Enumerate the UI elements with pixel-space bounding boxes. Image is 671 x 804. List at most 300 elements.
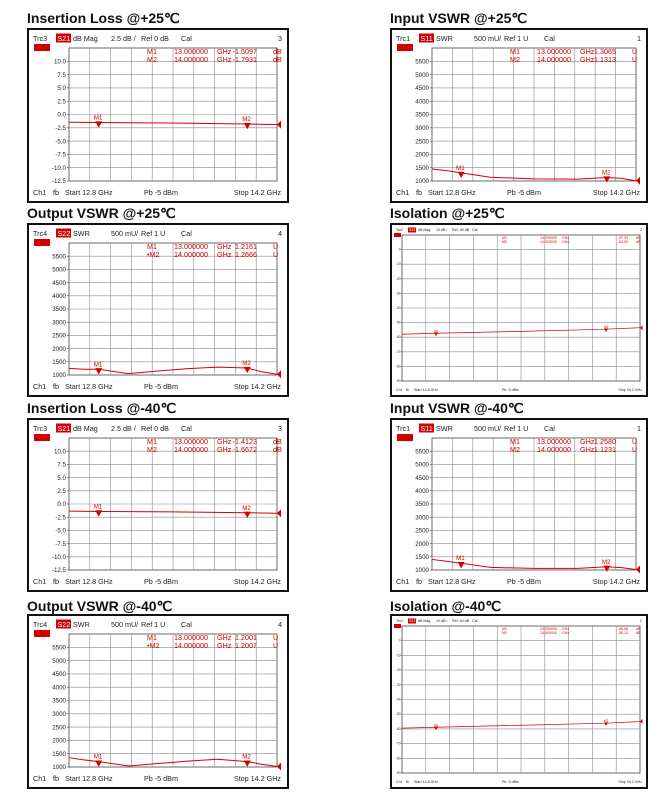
trace-label: Trc3 — [33, 34, 48, 43]
marker-label: M2 — [604, 719, 609, 724]
cal-label: Cal — [181, 424, 192, 433]
y-tick-label: 2000 — [52, 345, 66, 353]
grid — [69, 634, 277, 767]
marker-table-value-unit: U — [632, 47, 638, 56]
y-tick-label: 0 — [398, 638, 401, 643]
y-tick-label: 3000 — [415, 125, 429, 132]
marker-table-value-unit: dB — [636, 240, 641, 244]
y-tick-label: 5.0 — [57, 474, 66, 482]
footer-start: Start 12.8 GHz — [414, 388, 438, 392]
marker-table-value-unit: dB — [636, 627, 641, 631]
ref-label: Ref 0 dB — [141, 424, 169, 433]
marker-table-name: M2 — [502, 631, 507, 635]
y-tick-label: -60 — [395, 335, 401, 340]
scale-label: 500 mU/ — [474, 34, 502, 43]
y-tick-label: 2000 — [415, 151, 429, 159]
marker-table-freq: 14.000000 — [540, 240, 557, 244]
marker-table-value-unit: dB — [273, 47, 282, 56]
grid — [69, 243, 277, 375]
marker-table-name: M1 — [147, 47, 157, 56]
marker-label: M2 — [242, 116, 251, 124]
cal-label: Cal — [472, 619, 478, 623]
marker-triangle — [244, 761, 251, 767]
marker-table-freq: 14.000000 — [174, 250, 208, 259]
footer-power: Pb -5 dBm — [144, 382, 178, 391]
cal-label: Cal — [181, 229, 192, 238]
channel-number: 2 — [640, 619, 642, 623]
chart-svg — [392, 616, 646, 787]
marker-table-freq: 13.000000 — [537, 437, 571, 446]
reference-arrow — [277, 370, 281, 378]
marker-table-value: -56.13 — [617, 631, 628, 635]
ref-level-badge — [394, 624, 401, 628]
marker-triangle — [603, 566, 610, 572]
y-tick-label: 0.0 — [57, 501, 66, 509]
scale-label: 10 dB / — [436, 619, 448, 623]
trace-label: Trc4 — [33, 229, 48, 238]
cal-label: Cal — [544, 34, 555, 43]
marker-triangle — [95, 761, 102, 767]
marker-table-value-unit: U — [632, 437, 638, 446]
scale-label: 2.5 dB / — [111, 424, 136, 433]
marker-table-unit: GHz — [562, 627, 570, 631]
y-tick-label: -60 — [395, 726, 401, 731]
ref-level-badge — [397, 434, 413, 441]
ref-level-badge — [397, 44, 413, 51]
y-tick-label: 1000 — [52, 372, 66, 380]
marker-table-unit: GHz — [580, 445, 595, 454]
footer-channel: Ch1 — [33, 382, 47, 391]
y-tick-label: 10.0 — [53, 448, 66, 456]
format-label: dB Mag — [73, 34, 98, 43]
marker-label: M2 — [601, 558, 611, 566]
footer-power: Pb -5 dBm — [502, 780, 519, 784]
y-tick-label: 2500 — [52, 724, 66, 732]
marker-table-value: 1.3065 — [594, 47, 616, 56]
chart-title: Input VSWR @+25℃ — [390, 10, 528, 26]
y-tick-label: 1500 — [415, 554, 429, 561]
footer-stop: Stop 14.2 GHz — [592, 577, 640, 586]
marker-label: M1 — [456, 164, 465, 172]
y-tick-label: 0 — [398, 247, 401, 252]
chart-svg — [392, 420, 646, 590]
cal-label: Cal — [472, 228, 478, 232]
reference-arrow — [277, 121, 281, 129]
grid — [432, 438, 636, 570]
y-tick-label: 1000 — [52, 764, 66, 772]
ref-label: Ref -40 dB — [452, 228, 470, 232]
marker-table-name: M2 — [510, 55, 520, 64]
marker-table-value: -54.50 — [617, 240, 628, 244]
footer-power: Pb -5 dBm — [507, 577, 541, 586]
marker-table-name: M1 — [147, 242, 157, 251]
ref-label: Ref -40 dB — [452, 619, 470, 623]
chart-title: Input VSWR @-40℃ — [390, 400, 524, 416]
y-tick-label: 4000 — [415, 488, 429, 495]
footer-channel: Ch1 — [33, 774, 47, 783]
marker-table-name: M1 — [502, 627, 507, 631]
y-tick-label: 5.0 — [57, 85, 66, 93]
y-tick-label: -70 — [395, 741, 401, 746]
ref-level-badge — [34, 44, 50, 51]
format-label: SWR — [436, 424, 453, 433]
footer-stop: Stop 14.2 GHz — [233, 188, 281, 197]
y-tick-label: 5000 — [415, 461, 429, 469]
vna-panel — [27, 614, 289, 789]
y-tick-label: 2000 — [415, 540, 429, 548]
y-tick-label: -40 — [395, 306, 401, 310]
marker-table-value: -1.7931 — [232, 55, 257, 64]
marker-label: M1 — [434, 329, 439, 334]
chart-title: Output VSWR @-40℃ — [27, 598, 173, 614]
y-tick-label: -7.5 — [55, 540, 66, 548]
param-label: S21 — [57, 34, 71, 43]
footer-power: Pb -5 dBm — [144, 774, 178, 783]
marker-table-value: 1.2007 — [235, 641, 257, 650]
marker-table-freq: 14.000000 — [540, 631, 557, 635]
footer-fb: fb — [53, 188, 59, 197]
y-tick-label: 5500 — [52, 644, 66, 652]
y-tick-label: -7.5 — [55, 151, 66, 159]
marker-table-freq: 14.000000 — [537, 55, 571, 64]
cal-label: Cal — [544, 424, 555, 433]
format-label: SWR — [73, 620, 90, 629]
y-tick-label: 2.5 — [57, 488, 66, 495]
marker-table-value-unit: dB — [273, 437, 282, 446]
marker-triangle — [244, 367, 251, 373]
marker-table-name: M1 — [147, 437, 157, 446]
footer-start: Start 12.8 GHz — [65, 577, 113, 586]
marker-table-freq: 14.000000 — [537, 445, 571, 454]
trace-label: Trc3 — [33, 424, 48, 433]
footer-start: Start 12.8 GHz — [65, 382, 113, 391]
marker-table-name: M1 — [502, 236, 507, 240]
scale-label: 10 dB / — [436, 228, 448, 232]
format-label: dB Mag — [73, 424, 98, 433]
marker-table-unit: GHz — [580, 437, 595, 446]
footer-channel: Ch1 — [396, 577, 410, 586]
marker-table-unit: GHz — [217, 445, 232, 454]
y-tick-label: 4500 — [415, 85, 429, 93]
ref-label: Ref 0 dB — [141, 34, 169, 43]
footer-power: Pb -5 dBm — [507, 188, 541, 197]
y-tick-label: 3500 — [415, 111, 429, 119]
y-tick-label: -2.5 — [55, 514, 66, 522]
marker-table-unit: GHz — [217, 55, 232, 64]
marker-table-value-unit: U — [273, 250, 279, 259]
cal-label: Cal — [181, 620, 192, 629]
param-label: S11 — [420, 424, 433, 433]
marker-table-unit: GHz — [217, 437, 232, 446]
scale-label: 2.5 dB / — [111, 34, 136, 43]
reference-arrow — [636, 565, 640, 573]
y-tick-label: 3500 — [415, 501, 429, 509]
vna-panel — [27, 418, 289, 592]
channel-number: 1 — [637, 34, 641, 43]
footer-start: Start 12.8 GHz — [65, 188, 113, 197]
scale-label: 500 mU/ — [474, 424, 502, 433]
footer-channel: Ch1 — [33, 188, 47, 197]
ref-level-badge — [34, 239, 50, 246]
param-label: S21 — [57, 424, 71, 433]
y-tick-label: -30 — [395, 682, 401, 687]
format-label: SWR — [436, 34, 453, 43]
footer-start: Start 12.8 GHz — [428, 188, 476, 197]
marker-table-value: 1.2580 — [594, 437, 616, 446]
param-label: S22 — [57, 229, 71, 238]
marker-table-value-unit: dB — [636, 236, 641, 240]
y-tick-label: 3500 — [52, 697, 66, 705]
trace-label: Trc1 — [396, 424, 411, 433]
ref-label: Ref 1 U — [504, 34, 529, 43]
y-tick-label: -5.0 — [55, 138, 66, 146]
marker-table-value: -1.5097 — [232, 47, 257, 56]
marker-label: M1 — [93, 114, 103, 122]
y-tick-label: 5000 — [52, 657, 66, 665]
y-tick-label: 0.0 — [57, 111, 66, 119]
scale-label: 500 mU/ — [111, 620, 139, 629]
footer-fb: fb — [406, 388, 409, 392]
marker-label: M2 — [242, 359, 251, 367]
y-tick-label: 5000 — [415, 71, 429, 79]
vna-panel — [390, 418, 648, 592]
format-label: SWR — [73, 229, 90, 238]
footer-power: Pb -5 dBm — [144, 577, 178, 586]
marker-label: M1 — [93, 503, 103, 511]
y-tick-label: 2500 — [415, 138, 429, 146]
vna-panel — [27, 223, 289, 397]
marker-table-name: M2 — [147, 445, 157, 454]
y-tick-label: -20 — [395, 668, 401, 673]
footer-fb: fb — [416, 188, 422, 197]
footer-channel: Ch1 — [396, 388, 403, 392]
footer-power: Pb -5 dBm — [502, 388, 519, 392]
marker-label: M2 — [242, 753, 251, 761]
format-label: dB Mag — [418, 619, 431, 623]
channel-number: 1 — [637, 424, 641, 433]
marker-table-freq: 14.000000 — [174, 55, 208, 64]
marker-table-unit: GHz — [562, 240, 570, 244]
y-tick-label: -10.0 — [51, 164, 66, 172]
marker-table-name: M2 — [147, 55, 157, 64]
grid — [402, 235, 640, 381]
y-tick-label: 4500 — [52, 671, 66, 679]
marker-table-name: M1 — [147, 633, 157, 642]
vna-panel — [27, 28, 289, 203]
marker-table-value: -1.4123 — [232, 437, 257, 446]
reference-arrow — [277, 509, 281, 517]
y-tick-label: -12.5 — [51, 567, 66, 575]
marker-table-value: 1.1231 — [594, 445, 616, 454]
param-label: S12 — [409, 228, 416, 232]
marker-table-name: •M2 — [147, 250, 160, 259]
y-tick-label: 1500 — [52, 359, 66, 366]
marker-table-unit: GHz — [217, 641, 232, 650]
footer-stop: Stop 14.2 GHz — [233, 382, 281, 391]
marker-label: M1 — [456, 555, 465, 563]
chart-title: Isolation @-40℃ — [390, 598, 502, 614]
marker-table-unit: GHz — [580, 55, 595, 64]
footer-start: Start 12.8 GHz — [414, 780, 438, 784]
footer-stop: Stop 14.2 GHz — [592, 188, 640, 197]
y-tick-label: -50 — [395, 712, 401, 717]
marker-table-value: 1.2666 — [235, 250, 257, 259]
footer-fb: fb — [53, 774, 59, 783]
chart-svg — [29, 616, 287, 787]
marker-table-value-unit: U — [273, 242, 279, 251]
y-tick-label: 3000 — [52, 711, 66, 718]
marker-table-name: •M2 — [147, 641, 160, 650]
y-tick-label: 1000 — [415, 567, 429, 575]
marker-table-freq: 14.000000 — [174, 445, 208, 454]
footer-stop: Stop 14.2 GHz — [618, 388, 642, 392]
marker-triangle — [95, 510, 102, 516]
y-tick-label: -5.0 — [55, 527, 66, 535]
trace-label: Trc2 — [396, 619, 404, 623]
marker-table-freq: 13.000000 — [174, 47, 208, 56]
marker-table-freq: 13.000000 — [174, 242, 208, 251]
footer-stop: Stop 14.2 GHz — [233, 774, 281, 783]
y-tick-label: 3000 — [415, 514, 429, 522]
marker-label: M1 — [93, 361, 103, 369]
marker-label: M2 — [601, 169, 611, 177]
marker-table-name: M2 — [510, 445, 520, 454]
marker-table-freq: 13.000000 — [174, 633, 208, 642]
y-tick-label: -70 — [395, 349, 401, 354]
marker-table-name: M2 — [502, 240, 507, 244]
marker-table-value: -58.96 — [617, 627, 628, 631]
footer-fb: fb — [53, 382, 59, 391]
ref-label: Ref 1 U — [141, 229, 166, 238]
ref-label: Ref 1 U — [141, 620, 166, 629]
footer-start: Start 12.8 GHz — [65, 774, 113, 783]
y-tick-label: 10.0 — [53, 58, 66, 66]
y-tick-label: 5500 — [415, 448, 429, 456]
ref-level-badge — [34, 630, 50, 637]
y-tick-label: 5000 — [52, 266, 66, 274]
channel-number: 4 — [278, 620, 282, 629]
footer-channel: Ch1 — [396, 780, 403, 784]
y-tick-label: -90 — [395, 771, 401, 775]
y-tick-label: 1500 — [52, 750, 66, 758]
marker-table-unit: GHz — [580, 47, 595, 56]
marker-table-value: 1.2161 — [235, 242, 257, 251]
y-tick-label: 2.5 — [57, 98, 66, 106]
marker-triangle — [244, 123, 251, 129]
marker-table-unit: GHz — [217, 250, 232, 259]
footer-start: Start 12.8 GHz — [428, 577, 476, 586]
chart-title: Isolation @+25℃ — [390, 205, 505, 221]
y-tick-label: 1500 — [415, 164, 429, 172]
y-tick-label: -50 — [395, 320, 401, 325]
chart-svg — [29, 30, 287, 201]
marker-table-value: 1.2001 — [235, 633, 257, 642]
ref-label: Ref 1 U — [504, 424, 529, 433]
trace-label: Trc4 — [33, 620, 48, 629]
chart-title: Insertion Loss @+25℃ — [27, 10, 180, 26]
marker-label: M1 — [434, 723, 439, 728]
ref-level-badge — [34, 434, 50, 441]
chart-title: Output VSWR @+25℃ — [27, 205, 176, 221]
footer-fb: fb — [53, 577, 59, 586]
marker-table-unit: GHz — [217, 242, 232, 251]
grid — [402, 626, 640, 773]
reference-arrow — [277, 762, 281, 770]
marker-table-unit: GHz — [217, 47, 232, 56]
param-label: S11 — [420, 34, 433, 43]
format-label: dB Mag — [418, 228, 431, 232]
footer-stop: Stop 14.2 GHz — [618, 780, 642, 784]
scale-label: 500 mU/ — [111, 229, 139, 238]
y-tick-label: 4000 — [52, 293, 66, 300]
y-tick-label: 4500 — [415, 474, 429, 482]
marker-table-value-unit: dB — [636, 631, 641, 635]
marker-table-freq: 13.000000 — [540, 627, 557, 631]
y-tick-label: 7.5 — [57, 71, 66, 79]
marker-label: M2 — [242, 504, 251, 512]
marker-table-value: -57.33 — [617, 236, 628, 240]
y-tick-label: -12.5 — [51, 178, 66, 186]
chart-title: Insertion Loss @-40℃ — [27, 400, 177, 416]
marker-table-unit: GHz — [562, 236, 570, 240]
vna-panel — [390, 28, 648, 203]
y-tick-label: 2500 — [52, 332, 66, 340]
marker-table-freq: 13.000000 — [174, 437, 208, 446]
vna-panel — [390, 223, 648, 397]
trace-label: Trc1 — [396, 34, 411, 43]
marker-table-freq: 14.000000 — [174, 641, 208, 650]
channel-number: 3 — [278, 34, 282, 43]
y-tick-label: 3000 — [52, 319, 66, 327]
y-tick-label: 2000 — [52, 737, 66, 745]
footer-fb: fb — [406, 780, 409, 784]
marker-triangle — [603, 176, 610, 182]
footer-power: Pb -5 dBm — [144, 188, 178, 197]
marker-table-value-unit: U — [273, 641, 279, 650]
channel-number: 3 — [278, 424, 282, 433]
reference-arrow — [636, 177, 640, 185]
y-tick-label: -20 — [395, 276, 401, 281]
y-tick-label: -10 — [395, 262, 401, 267]
grid — [432, 48, 636, 181]
marker-table-value-unit: U — [632, 445, 638, 454]
marker-table-freq: 13.000000 — [537, 47, 571, 56]
y-tick-label: 4500 — [52, 279, 66, 287]
footer-stop: Stop 14.2 GHz — [233, 577, 281, 586]
y-tick-label: 7.5 — [57, 461, 66, 469]
marker-triangle — [458, 172, 465, 178]
footer-channel: Ch1 — [33, 577, 47, 586]
y-tick-label: 5500 — [415, 58, 429, 66]
chart-svg — [29, 225, 287, 395]
marker-table-value-unit: U — [632, 55, 638, 64]
marker-table-unit: GHz — [217, 633, 232, 642]
y-tick-label: -10 — [395, 653, 401, 658]
marker-table-freq: 13.000000 — [540, 236, 557, 240]
marker-triangle — [95, 368, 102, 374]
marker-table-value-unit: dB — [273, 55, 282, 64]
marker-label: M2 — [604, 325, 609, 330]
vna-panel — [390, 614, 648, 789]
y-tick-label: -2.5 — [55, 125, 66, 132]
marker-triangle — [95, 121, 102, 127]
cal-label: Cal — [181, 34, 192, 43]
marker-table-value-unit: U — [273, 633, 279, 642]
y-tick-label: -30 — [395, 291, 401, 296]
trace-label: Trc2 — [396, 228, 404, 232]
y-tick-label: 3500 — [52, 306, 66, 314]
chart-svg — [392, 30, 646, 201]
